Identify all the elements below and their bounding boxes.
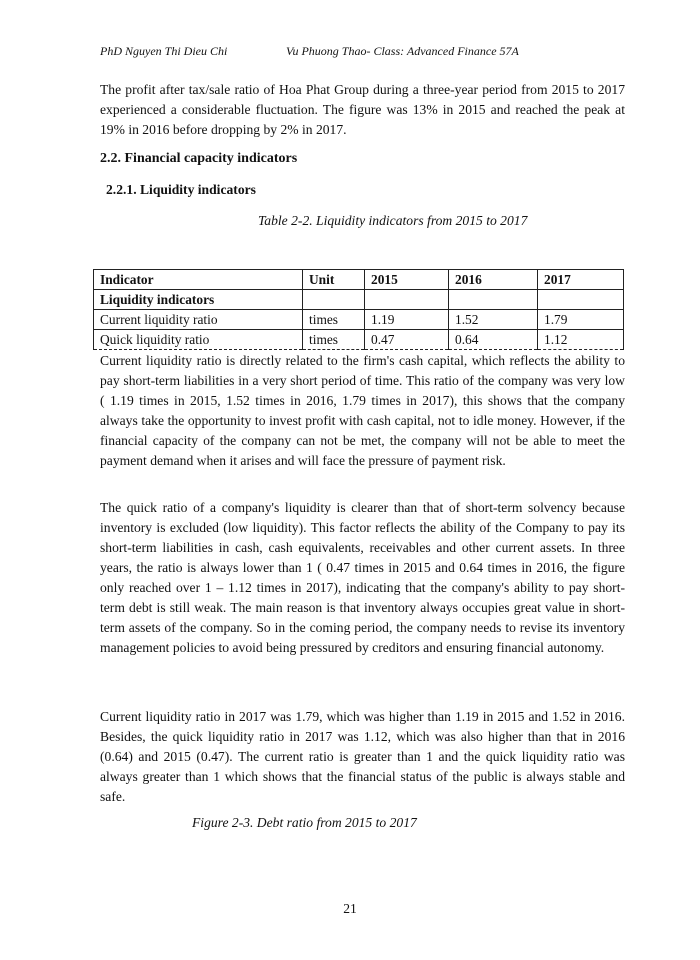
section-heading: 2.2. Financial capacity indicators bbox=[100, 151, 298, 166]
header-cell-2017: 2017 bbox=[538, 270, 624, 290]
subsection-heading: 2.2.1. Liquidity indicators bbox=[106, 182, 256, 197]
group-label-cell: Liquidity indicators bbox=[94, 290, 303, 310]
figure-caption: Figure 2-3. Debt ratio from 2015 to 2017 bbox=[192, 815, 417, 830]
table-cell: 1.19 bbox=[365, 310, 449, 330]
header-author-class: Vu Phuong Thao- Class: Advanced Finance 57A bbox=[286, 44, 519, 58]
empty-cell bbox=[449, 290, 538, 310]
table-cell: Quick liquidity ratio bbox=[94, 330, 303, 350]
table-cell: times bbox=[303, 330, 365, 350]
page-number: 21 bbox=[343, 901, 357, 916]
table-row bbox=[94, 310, 624, 330]
current-ratio-paragraph: Current liquidity ratio is directly related to the firm's cash capital, which reflects the ability to pay short-term liabilities in a very short period of time. This ratio of the company was very low ( 1.19 times in 2015, 1.52 times in 2016, 1.79 times in 2017), this shows that the company always take the opportunity to invest profit with cash capital, not to idle money. However, if the financial capacity of the company can not be met, the company will not be able to meet the payment demand when it arises and will face the pressure of payment risk. bbox=[100, 353, 625, 468]
table-cell: 1.52 bbox=[449, 310, 538, 330]
empty-cell bbox=[538, 290, 624, 310]
table-cell: Current liquidity ratio bbox=[94, 310, 303, 330]
liquidity-table bbox=[93, 269, 624, 350]
table-row bbox=[94, 330, 624, 350]
quick-ratio-paragraph: The quick ratio of a company's liquidity is clearer than that of short-term solvency because inventory is excluded (low liquidity). This factor reflects the ability of the Company to pay its short-term liabilities in cash, cash equivalents, receivables and other current assets. In three years, the ratio is always lower than 1 ( 0.47 times in 2015 and 0.64 times in 2016, the figure only reached over 1 – 1.12 times in 2017), indicating that the company's ability to pay short-term debt is still weak. The main reason is that inventory always occupies great value in short-term assets of the company. So in the coming period, the company needs to revise its inventory management policies to avoid being pressured by creditors and ensuring financial autonomy. bbox=[100, 500, 625, 655]
header-supervisor: PhD Nguyen Thi Dieu Chi bbox=[100, 44, 228, 58]
table-cell: 0.47 bbox=[365, 330, 449, 350]
table-group-row bbox=[94, 290, 624, 310]
comparison-paragraph: Current liquidity ratio in 2017 was 1.79, which was higher than 1.19 in 2015 and 1.52 in 2016. Besides, the quick liquidity ratio in 2017 was 1.12, which was also higher than that in 2016 (0.64) and 2015 (0.47). The current ratio is greater than 1 and the quick liquidity ratio was always greater than 1 which shows that the financial status of the public is always stable and safe. bbox=[100, 709, 625, 804]
empty-cell bbox=[365, 290, 449, 310]
empty-cell bbox=[303, 290, 365, 310]
table-cell: times bbox=[303, 310, 365, 330]
table-header-row bbox=[94, 270, 624, 290]
table-cell: 1.79 bbox=[538, 310, 624, 330]
header-cell-unit: Unit bbox=[303, 270, 365, 290]
header-cell-2015: 2015 bbox=[365, 270, 449, 290]
table-caption: Table 2-2. Liquidity indicators from 2015 to 2017 bbox=[258, 213, 528, 228]
header-cell-2016: 2016 bbox=[449, 270, 538, 290]
table-cell: 0.64 bbox=[449, 330, 538, 350]
table-cell: 1.12 bbox=[538, 330, 624, 350]
intro-paragraph: The profit after tax/sale ratio of Hoa Phat Group during a three-year period from 2015 to 2017 experienced a considerable fluctuation. The figure was 13% in 2015 and reached the peak at 19% in 2016 before dropping by 2% in 2017. bbox=[100, 82, 625, 137]
header-cell-indicator: Indicator bbox=[94, 270, 303, 290]
